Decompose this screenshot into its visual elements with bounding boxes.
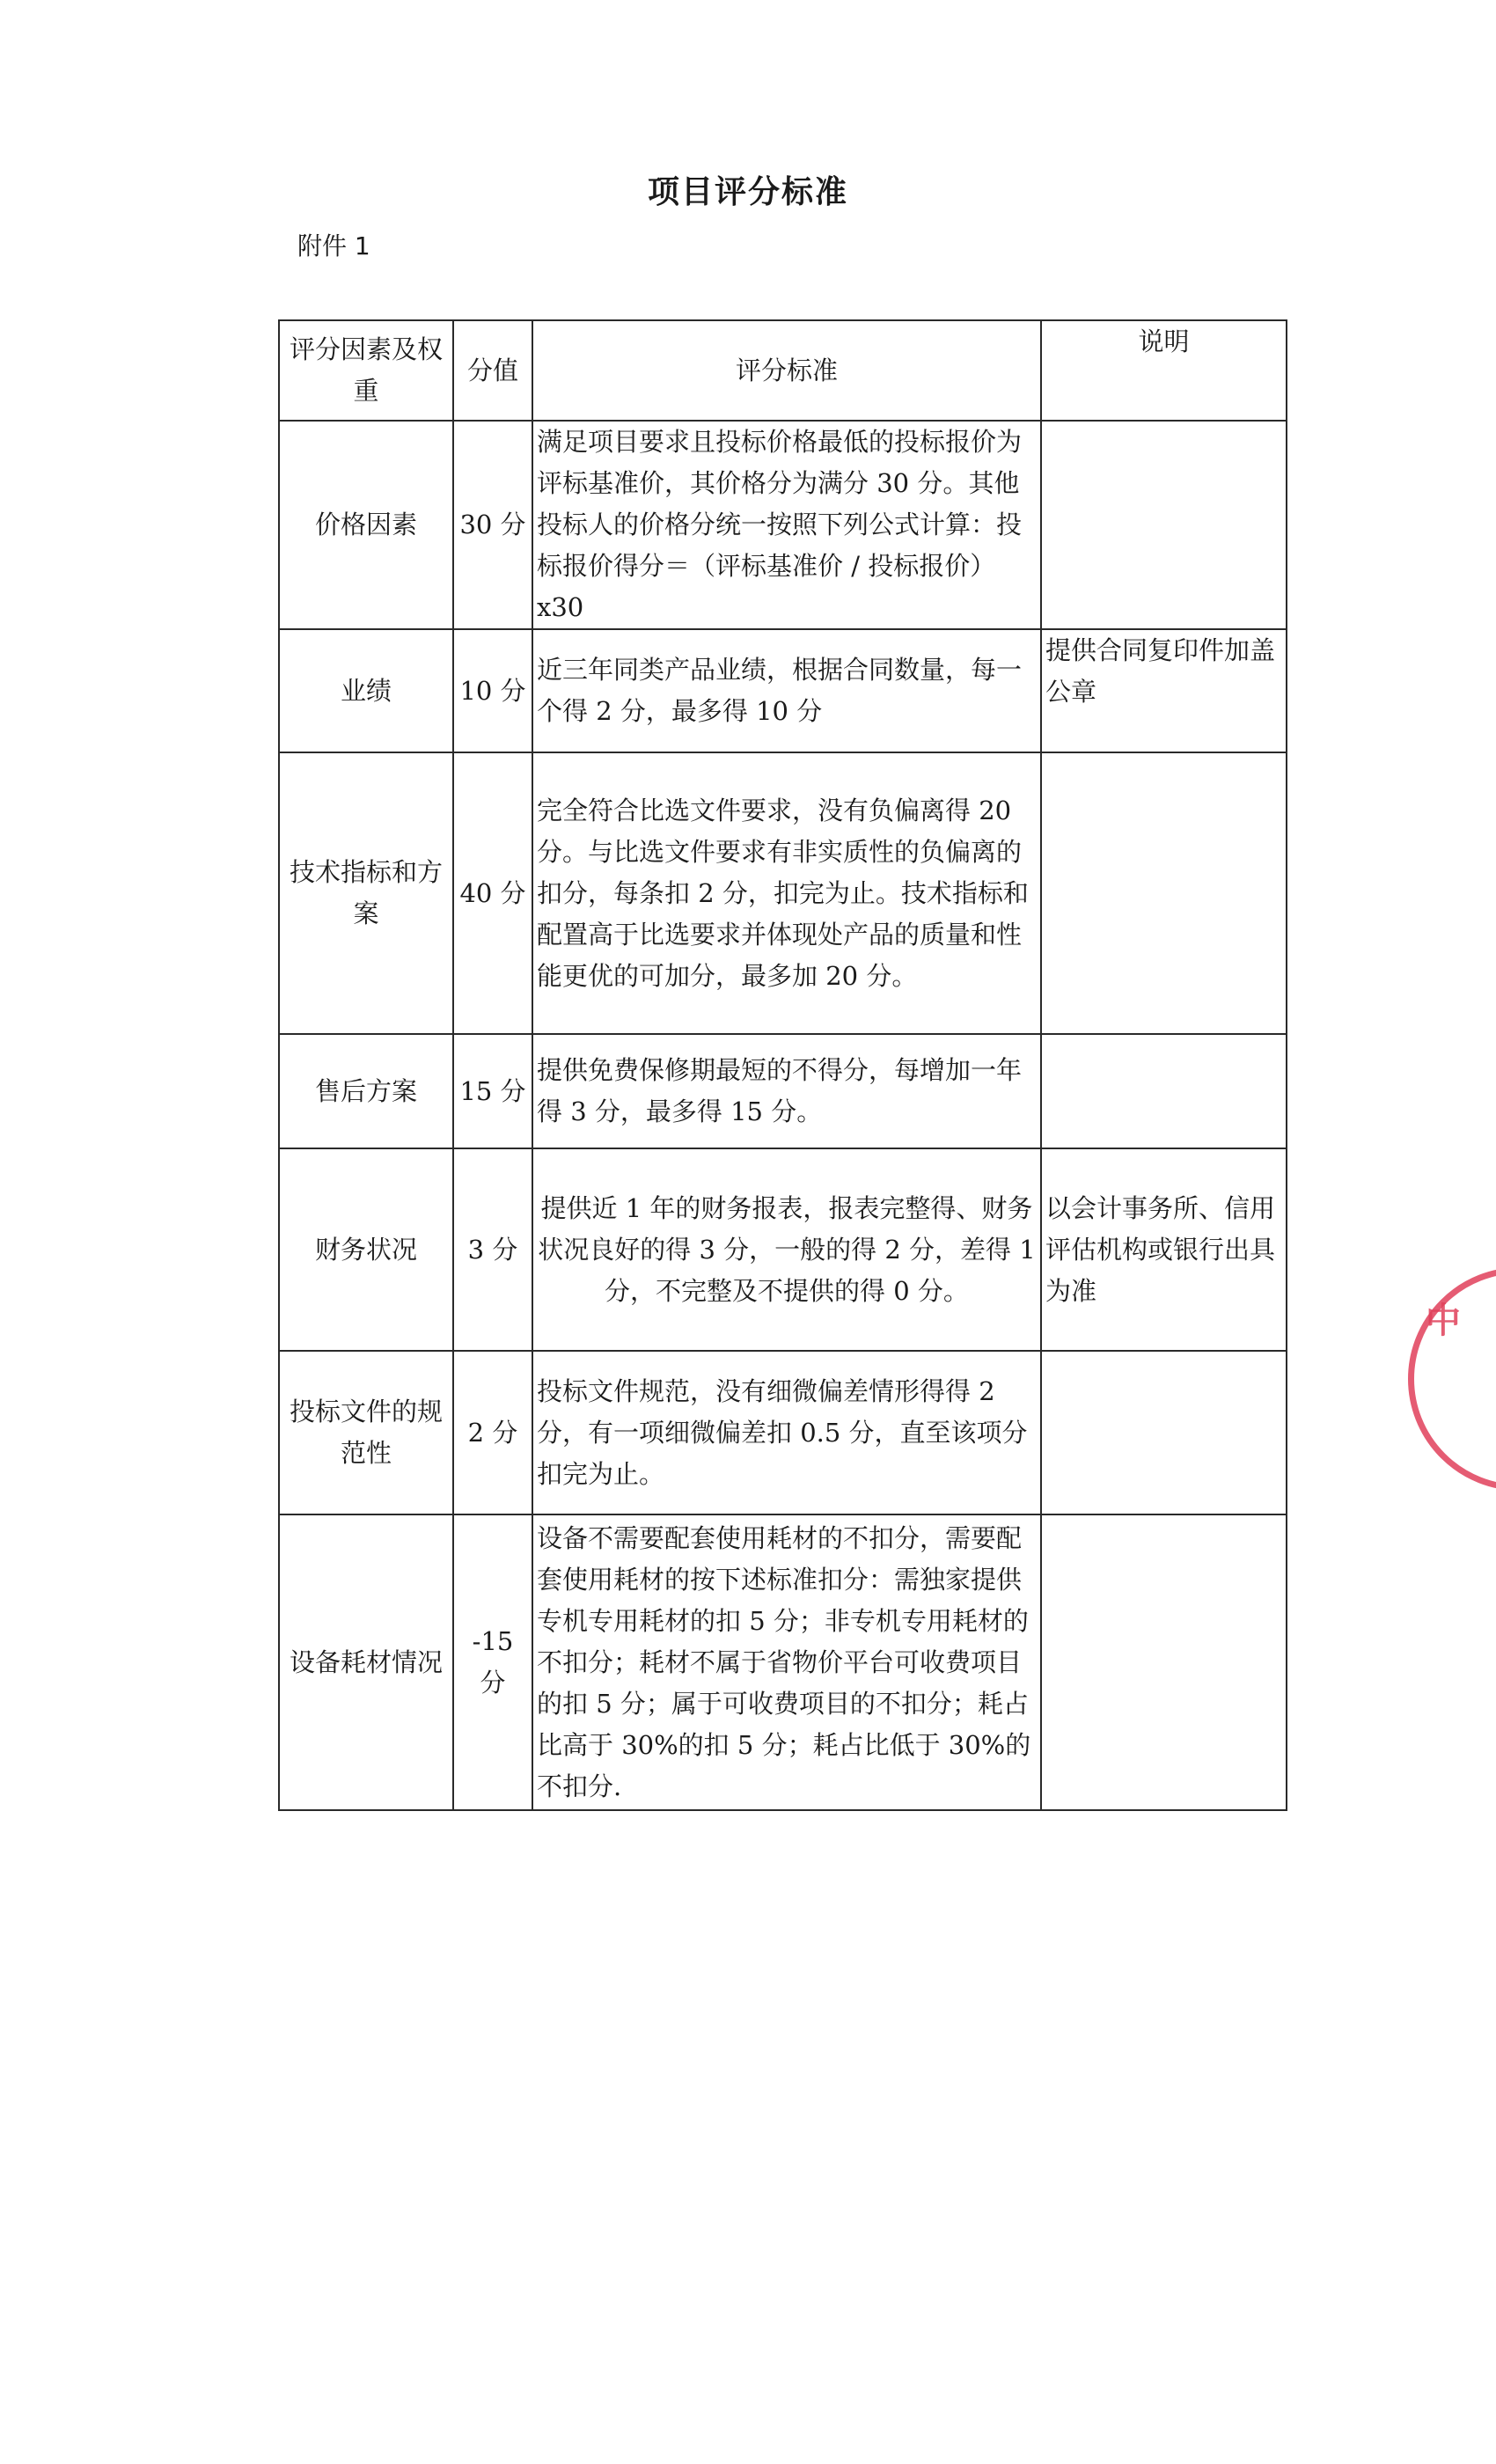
- row-factor: 价格因素: [279, 421, 453, 629]
- row-score: 2 分: [453, 1351, 532, 1514]
- row-note: [1041, 752, 1287, 1034]
- header-criteria: 评分标准: [532, 320, 1041, 421]
- page-title: 项目评分标准: [647, 174, 848, 210]
- header-note: 说明: [1041, 320, 1287, 421]
- table-row: [279, 421, 1287, 629]
- row-criteria: 提供近 1 年的财务报表，报表完整得、财务状况良好的得 3 分，一般的得 2 分，差得 1 分，不完整及不提供的得 0 分。: [532, 1148, 1041, 1351]
- row-score: 10 分: [453, 629, 532, 752]
- table-header-row: [279, 320, 1287, 421]
- row-criteria: 满足项目要求且投标价格最低的投标报价为评标基准价，其价格分为满分 30 分。其他投标人的价格分统一按照下列公式计算：投标报价得分＝（评标基准价 / 投标报价）x30: [532, 421, 1041, 629]
- row-factor: 售后方案: [279, 1034, 453, 1148]
- row-note: [1041, 1514, 1287, 1810]
- row-note: [1041, 1034, 1287, 1148]
- table-row: [279, 1514, 1287, 1810]
- row-factor: 设备耗材情况: [279, 1514, 453, 1810]
- row-factor: 财务状况: [279, 1148, 453, 1351]
- row-note: 提供合同复印件加盖公章: [1041, 629, 1287, 752]
- scoring-table: [278, 319, 1287, 1811]
- attachment-label: 附件 1: [297, 231, 370, 260]
- row-score: 15 分: [453, 1034, 532, 1148]
- stamp-text: 中: [1426, 1301, 1461, 1341]
- row-factor: 技术指标和方案: [279, 752, 453, 1034]
- row-note: [1041, 421, 1287, 629]
- table-row: [279, 1034, 1287, 1148]
- row-criteria: 提供免费保修期最短的不得分，每增加一年得 3 分，最多得 15 分。: [532, 1034, 1041, 1148]
- row-score: 40 分: [453, 752, 532, 1034]
- row-note: 以会计事务所、信用评估机构或银行出具为准: [1041, 1148, 1287, 1351]
- row-criteria: 近三年同类产品业绩，根据合同数量，每一个得 2 分，最多得 10 分: [532, 629, 1041, 752]
- row-criteria: 投标文件规范，没有细微偏差情形得得 2 分，有一项细微偏差扣 0.5 分，直至该项分扣完为止。: [532, 1351, 1041, 1514]
- table-row: [279, 1351, 1287, 1514]
- row-factor: 业绩: [279, 629, 453, 752]
- row-note: [1041, 1351, 1287, 1514]
- row-score: 30 分: [453, 421, 532, 629]
- row-score: 3 分: [453, 1148, 532, 1351]
- row-factor: 投标文件的规范性: [279, 1351, 453, 1514]
- row-criteria: 设备不需要配套使用耗材的不扣分，需要配套使用耗材的按下述标准扣分：需独家提供专机专用耗材的扣 5 分；非专机专用耗材的不扣分；耗材不属于省物价平台可收费项目的扣 5 分；属于可收费项目的不扣分；耗占比高于 30%的扣 5 分；耗占比低于 30%的不扣分.: [532, 1514, 1041, 1810]
- row-criteria: 完全符合比选文件要求，没有负偏离得 20 分。与比选文件要求有非实质性的负偏离的扣分，每条扣 2 分，扣完为止。技术指标和配置高于比选要求并体现处产品的质量和性能更优的可加分，最多加 20 分。: [532, 752, 1041, 1034]
- row-score: -15 分: [453, 1514, 532, 1810]
- table-row: [279, 752, 1287, 1034]
- header-score: 分值: [453, 320, 532, 421]
- table-row: [279, 1148, 1287, 1351]
- table-row: [279, 629, 1287, 752]
- header-factor: 评分因素及权重: [279, 320, 453, 421]
